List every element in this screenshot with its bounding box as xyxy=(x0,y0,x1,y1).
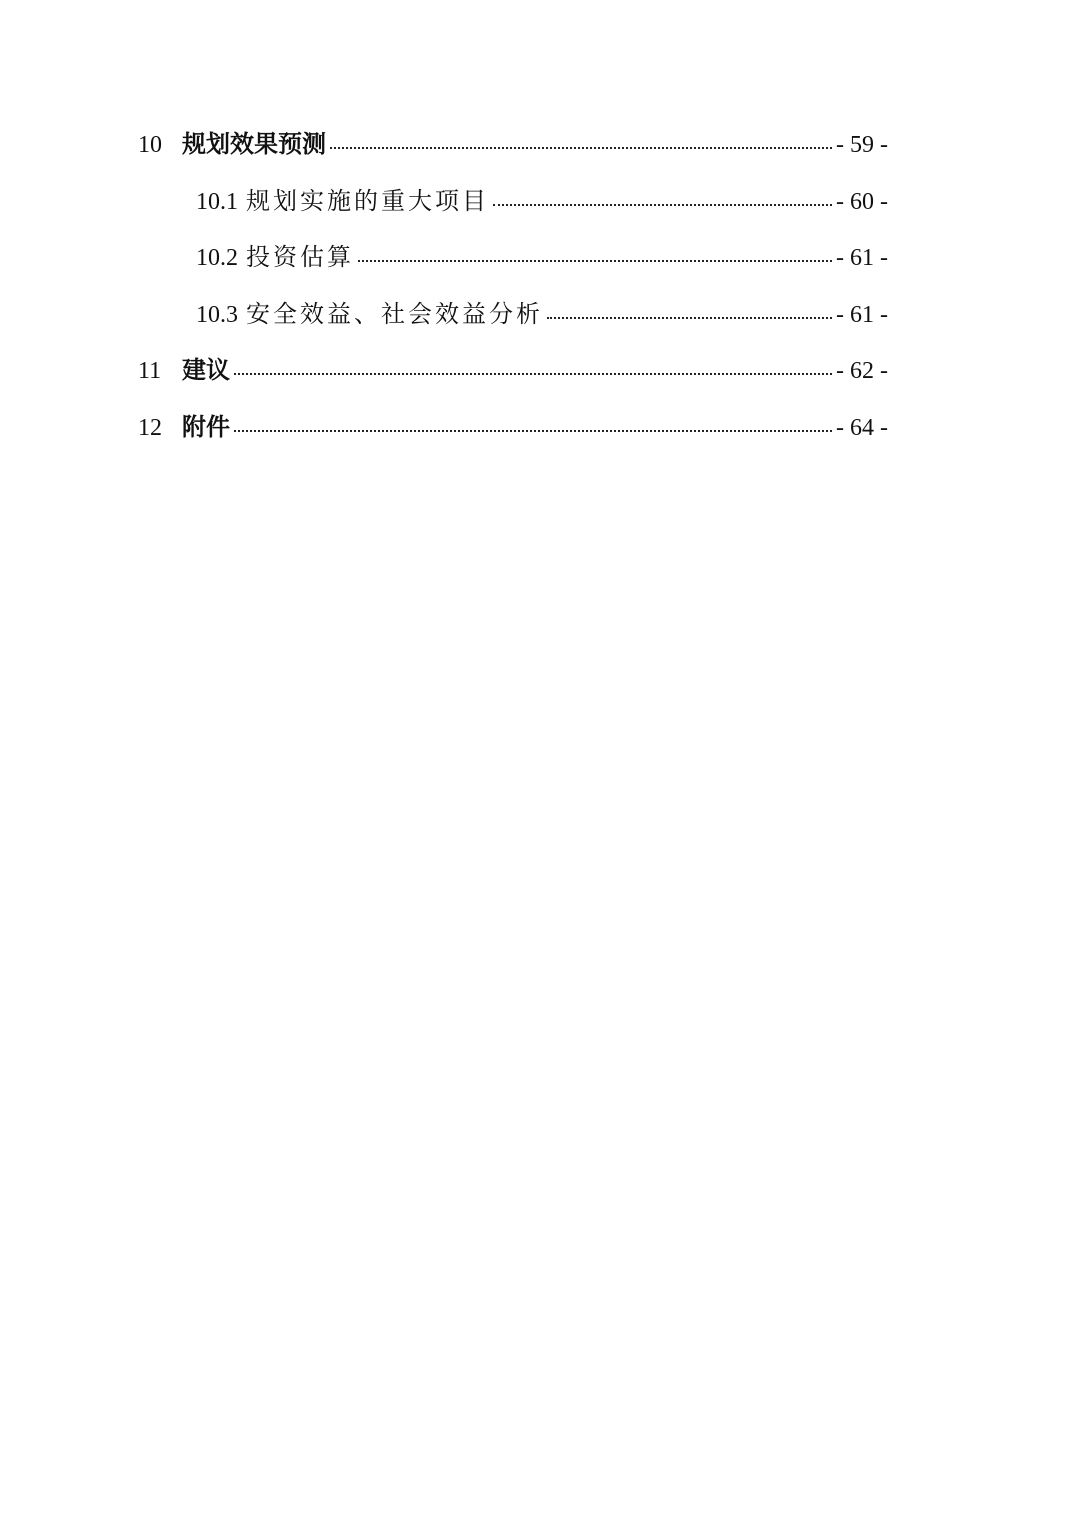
toc-entry-number: 10.1 xyxy=(196,188,238,215)
toc-entry-10[interactable] xyxy=(138,120,888,177)
toc-entry-number: 11 xyxy=(138,358,162,384)
toc-entry-title: 规划实施的重大项目 xyxy=(246,186,489,215)
toc-entry-title: 规划效果预测 xyxy=(182,130,326,158)
toc-entry-number: 10.3 xyxy=(196,301,238,328)
toc-entry-page: - 60 - xyxy=(836,188,888,215)
toc-entry-number: 10 xyxy=(138,132,162,158)
dot-leader xyxy=(547,298,832,322)
toc-entry-number: 10.2 xyxy=(196,245,238,271)
toc-entry-number: 12 xyxy=(138,414,162,441)
dot-leader xyxy=(234,354,832,378)
toc-entry-page: - 62 - xyxy=(836,358,888,384)
toc-entry-page: - 59 - xyxy=(836,132,888,158)
toc-entry-10-2[interactable] xyxy=(138,233,888,290)
toc-entry-page: - 61 - xyxy=(836,245,888,271)
toc-entry-title: 建议 xyxy=(182,356,230,384)
toc-entry-page: - 61 - xyxy=(836,301,888,328)
toc-entry-title: 附件 xyxy=(182,412,230,441)
toc-entry-11[interactable] xyxy=(138,346,888,403)
dot-leader xyxy=(358,241,832,265)
toc-entry-page: - 64 - xyxy=(836,414,888,441)
dot-leader xyxy=(330,128,832,152)
toc-entry-12[interactable] xyxy=(138,403,888,460)
toc-entry-10-3[interactable] xyxy=(138,290,888,347)
dot-leader xyxy=(234,411,832,435)
dot-leader xyxy=(493,185,832,209)
toc-entry-title: 投资估算 xyxy=(246,243,354,271)
toc-entry-title: 安全效益、社会效益分析 xyxy=(246,299,543,328)
table-of-contents xyxy=(138,120,888,459)
toc-entry-10-1[interactable] xyxy=(138,177,888,234)
